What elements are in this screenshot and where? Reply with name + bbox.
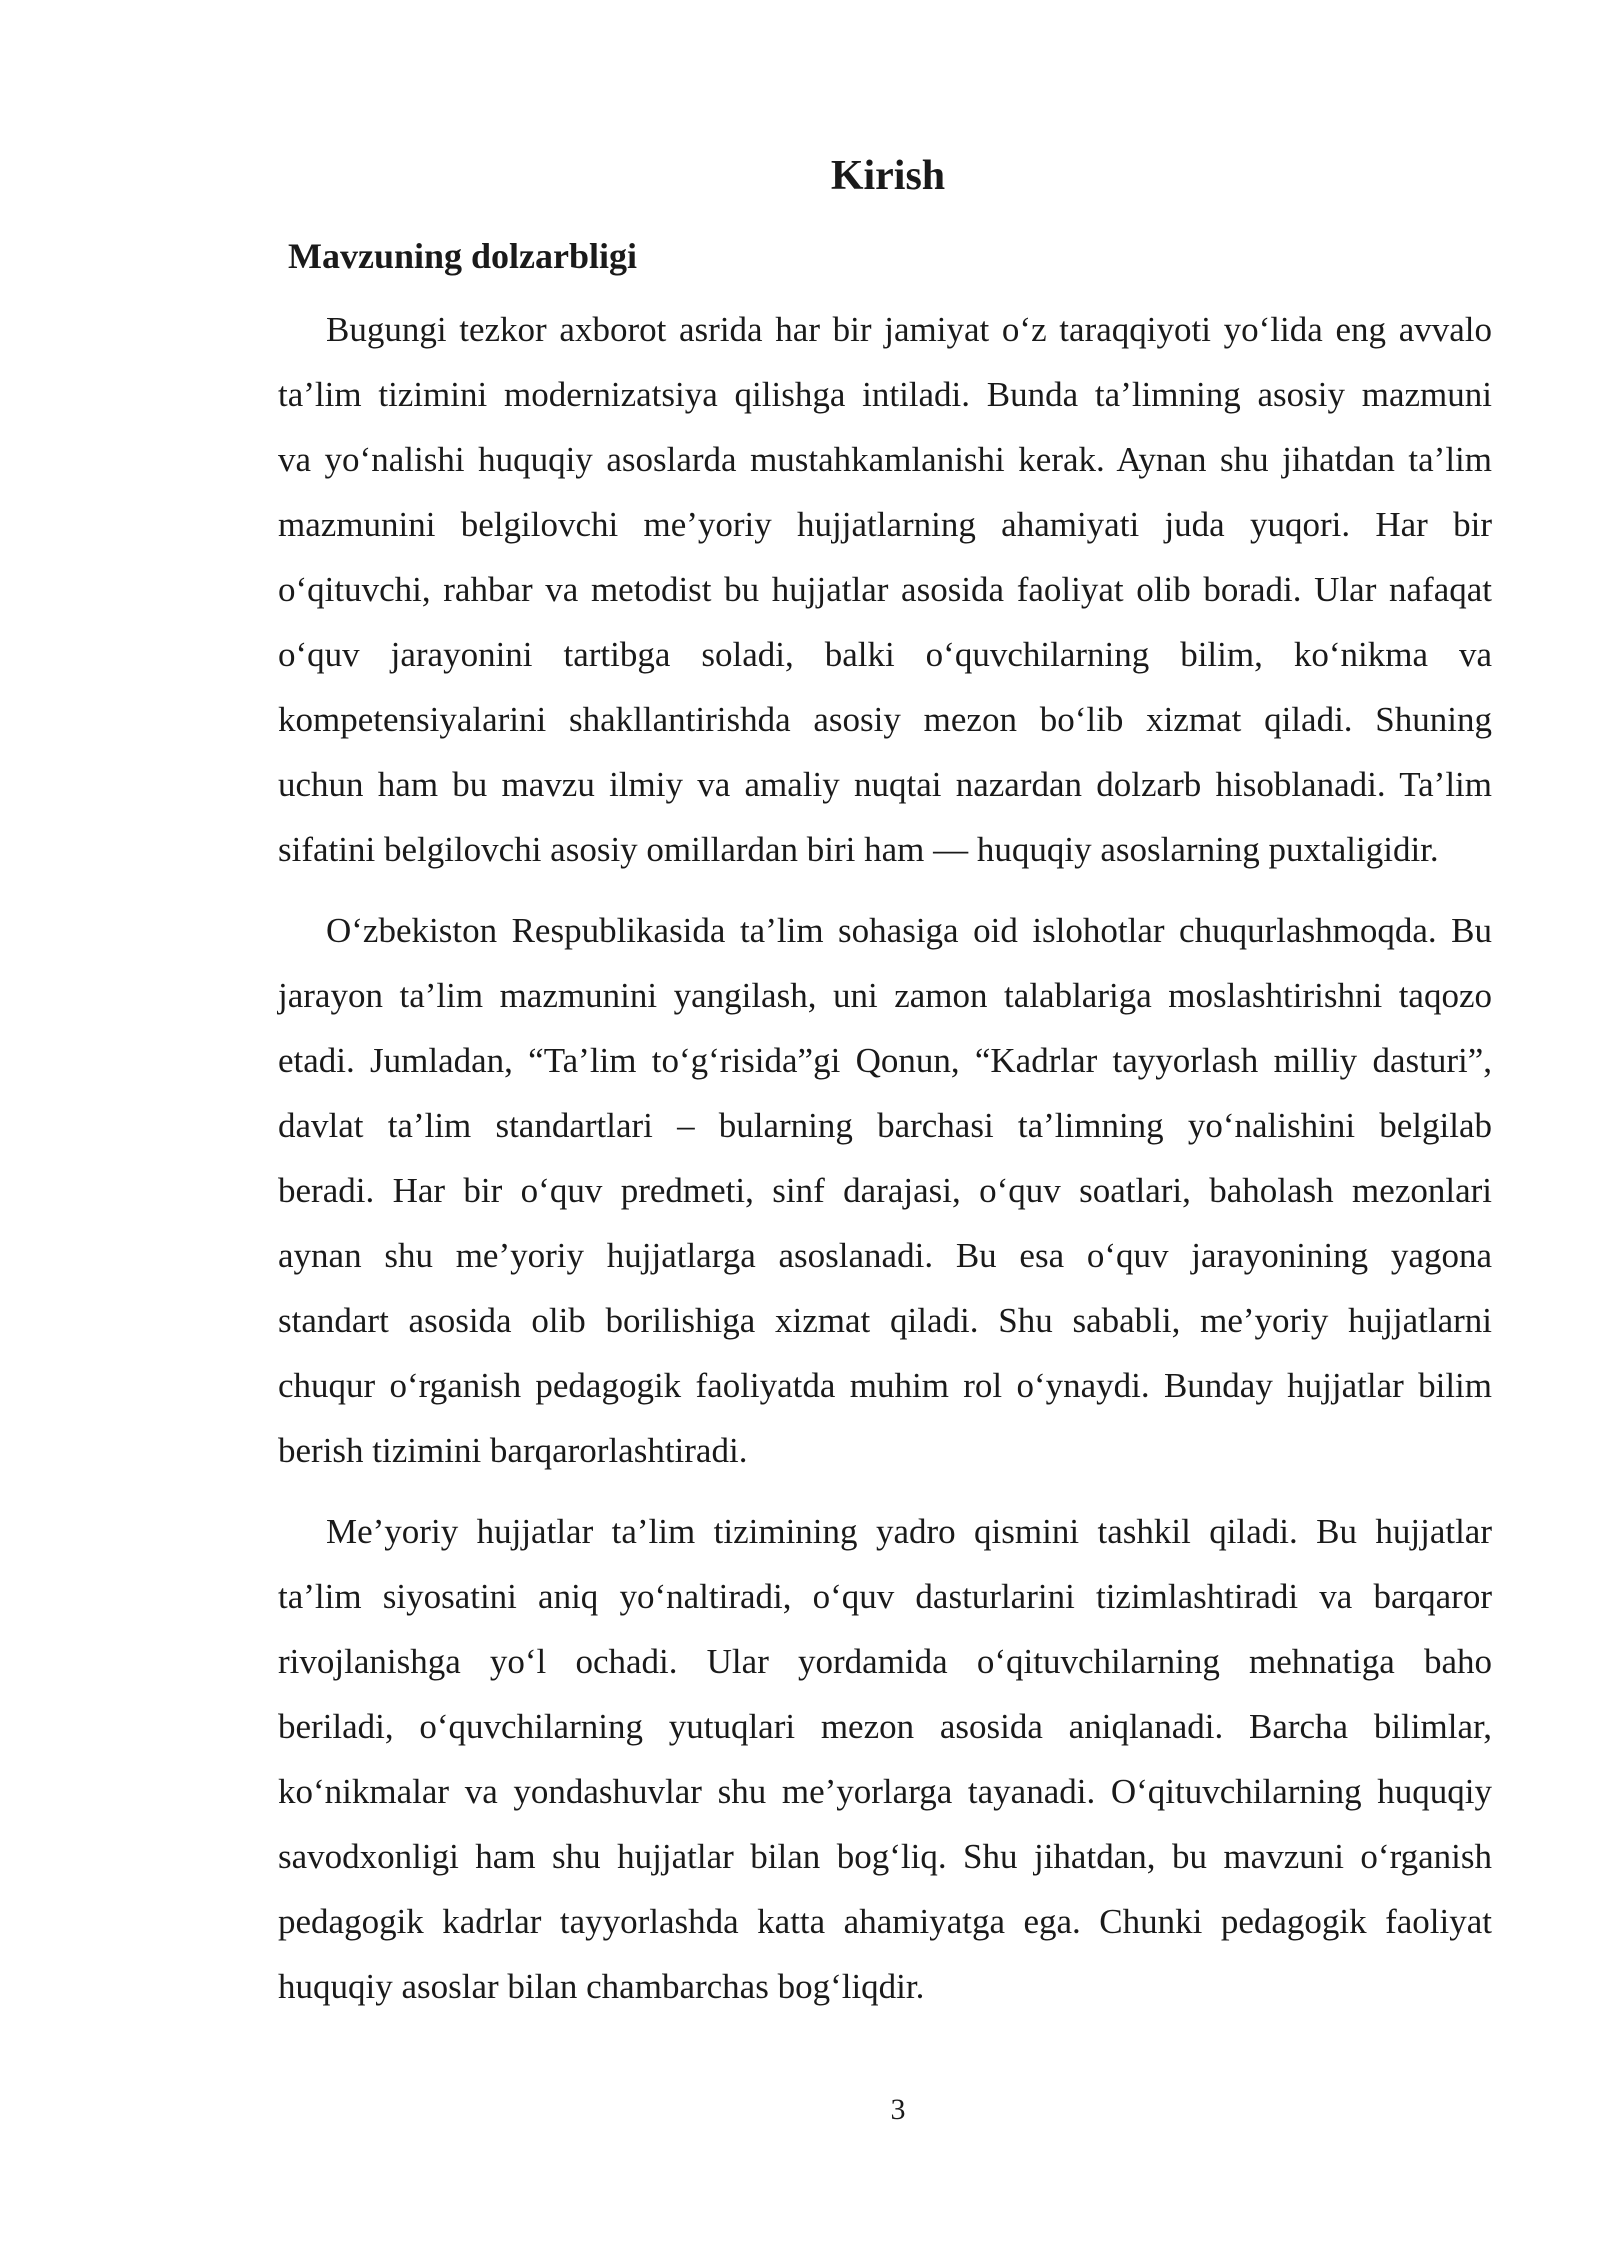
paragraph-line: ko‘nikmalar va yondashuvlar shu me’yorlarga tayanadi. O‘qituvchilarning huquqiy [278, 1772, 1492, 1811]
paragraph-3 [230, 1499, 1492, 2019]
paragraph-line: davlat ta’lim standartlari – bularning barchasi ta’limning yo‘nalishini belgilab [278, 1106, 1492, 1145]
section-heading: Mavzuning dolzarbligi [288, 236, 638, 276]
paragraph-line: pedagogik kadrlar tayyorlashda katta ahamiyatga ega. Chunki pedagogik faoliyat [278, 1902, 1492, 1941]
paragraph-line: beriladi, o‘quvchilarning yutuqlari mezon asosida aniqlanadi. Barcha bilimlar, [278, 1707, 1492, 1746]
paragraph-line: aynan shu me’yoriy hujjatlarga asoslanadi. Bu esa o‘quv jarayonining yagona [278, 1236, 1492, 1275]
paragraph-line: etadi. Jumladan, “Ta’lim to‘g‘risida”gi Qonun, “Kadrlar tayyorlash milliy dasturi”, [278, 1041, 1492, 1080]
paragraph-line: huquqiy asoslar bilan chambarchas bog‘liqdir. [278, 1967, 925, 2006]
paragraph-line: mazmunini belgilovchi me’yoriy hujjatlarning ahamiyati juda yuqori. Har bir [278, 505, 1492, 544]
paragraph-2 [230, 898, 1492, 1483]
paragraph-line: kompetensiyalarini shakllantirishda asosiy mezon bo‘lib xizmat qiladi. Shuning [278, 700, 1492, 739]
page-number: 3 [890, 2093, 906, 2126]
paragraph-line: o‘quv jarayonini tartibga soladi, balki o‘quvchilarning bilim, ko‘nikma va [278, 635, 1492, 674]
paragraph-line: ta’lim siyosatini aniq yo‘naltiradi, o‘quv dasturlarini tizimlashtiradi va barqaror [278, 1577, 1492, 1616]
paragraph-line: rivojlanishga yo‘l ochadi. Ular yordamida o‘qituvchilarning mehnatiga baho [278, 1642, 1492, 1681]
paragraph-line: beradi. Har bir o‘quv predmeti, sinf darajasi, o‘quv soatlari, baholash mezonlari [278, 1171, 1492, 1210]
paragraph-line: Me’yoriy hujjatlar ta’lim tizimining yadro qismini tashkil qiladi. Bu hujjatlar [326, 1512, 1492, 1551]
paragraph-1 [230, 297, 1492, 882]
paragraph-line: berish tizimini barqarorlashtiradi. [278, 1431, 748, 1470]
page-title: Kirish [830, 153, 946, 199]
paragraph-line: uchun ham bu mavzu ilmiy va amaliy nuqtai nazardan dolzarb hisoblanadi. Ta’lim [278, 765, 1492, 804]
paragraph-line: O‘zbekiston Respublikasida ta’lim sohasiga oid islohotlar chuqurlashmoqda. Bu [326, 911, 1492, 950]
body-text [230, 297, 1492, 2019]
paragraph-line: chuqur o‘rganish pedagogik faoliyatda muhim rol o‘ynaydi. Bunday hujjatlar bilim [278, 1366, 1492, 1405]
paragraph-line: ta’lim tizimini modernizatsiya qilishga intiladi. Bunda ta’limning asosiy mazmuni [278, 375, 1492, 414]
paragraph-line: jarayon ta’lim mazmunini yangilash, uni zamon talablariga moslashtirishni taqozo [278, 976, 1492, 1015]
paragraph-line: o‘qituvchi, rahbar va metodist bu hujjatlar asosida faoliyat olib boradi. Ular nafaqat [278, 570, 1492, 609]
paragraph-line: Bugungi tezkor axborot asrida har bir jamiyat o‘z taraqqiyoti yo‘lida eng avvalo [326, 310, 1492, 349]
paragraph-line: savodxonligi ham shu hujjatlar bilan bog‘liq. Shu jihatdan, bu mavzuni o‘rganish [278, 1837, 1492, 1876]
paragraph-line: standart asosida olib borilishiga xizmat qiladi. Shu sababli, me’yoriy hujjatlarni [278, 1301, 1492, 1340]
paragraph-line: va yo‘nalishi huquqiy asoslarda mustahkamlanishi kerak. Aynan shu jihatdan ta’lim [278, 440, 1492, 479]
paragraph-line: sifatini belgilovchi asosiy omillardan biri ham — huquqiy asoslarning puxtaligidir. [278, 830, 1439, 869]
